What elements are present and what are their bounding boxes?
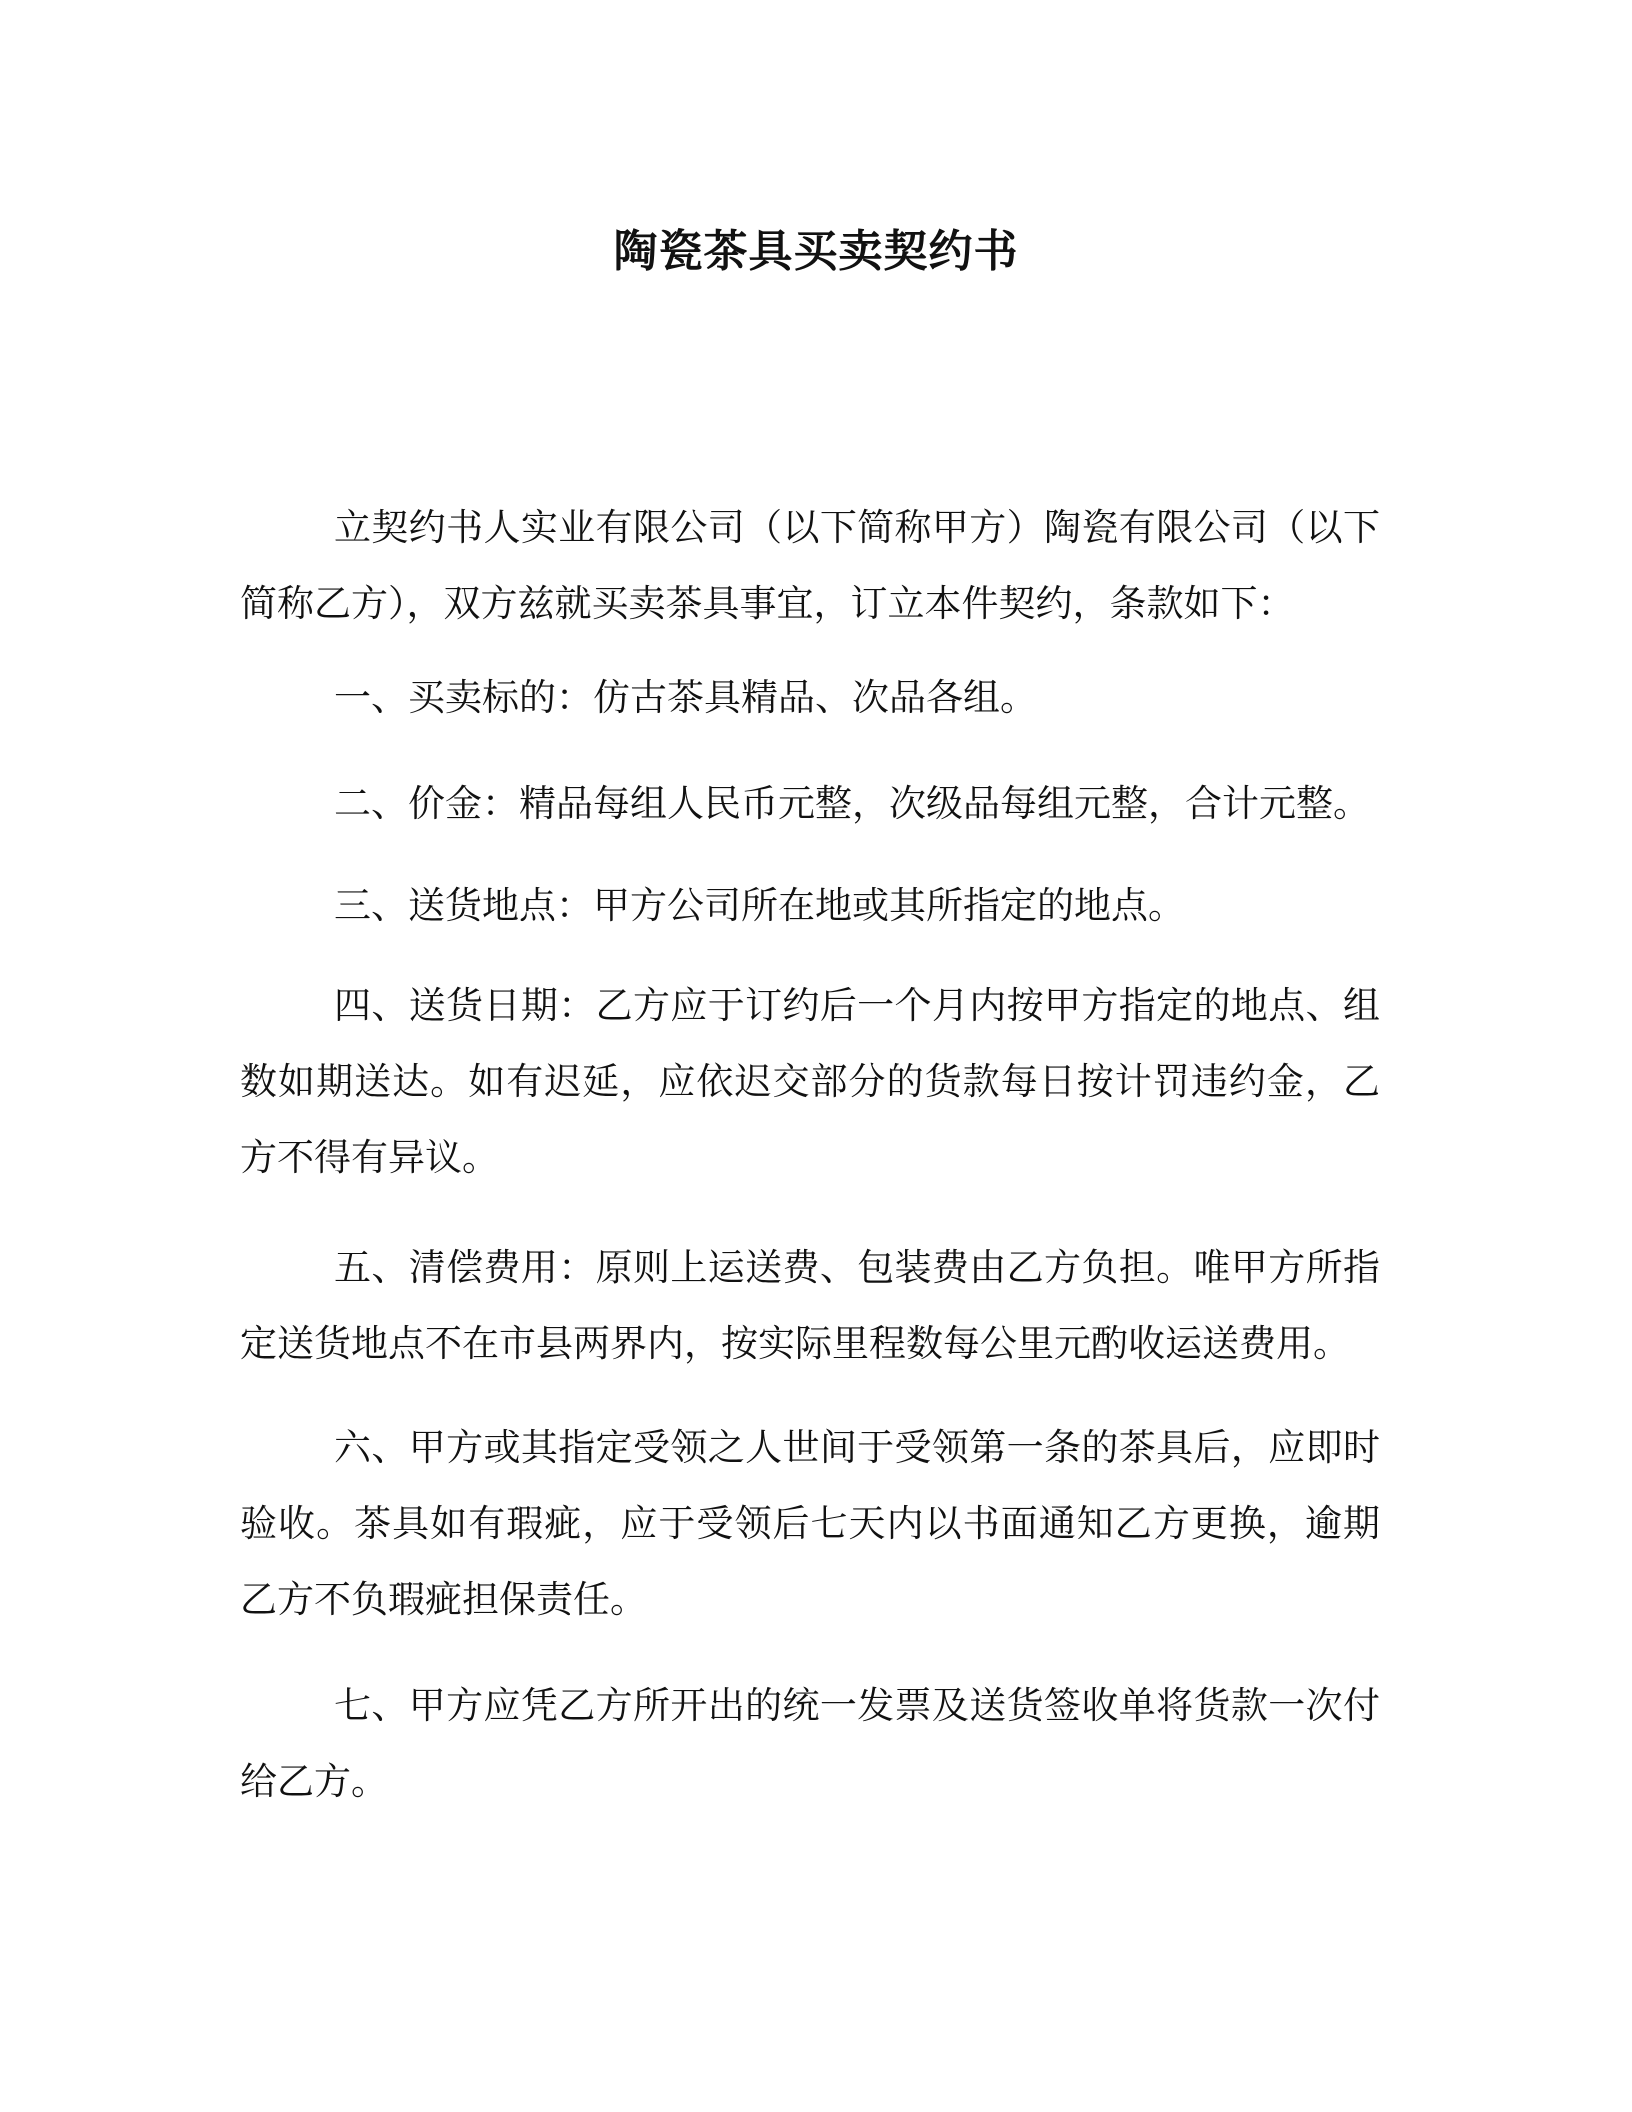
paragraph-clause-7: 七、甲方应凭乙方所开出的统一发票及送货签收单将货款一次付给乙方。 bbox=[240, 1684, 1380, 1803]
paragraph-preamble: 立契约书人实业有限公司（以下简称甲方）陶瓷有限公司（以下简称乙方），双方兹就买卖茶具事宜，订立本件契约，条款如下： bbox=[240, 506, 1380, 625]
paragraph-clause-2: 二、价金：精品每组人民币元整，次级品每组元整，合计元整。 bbox=[334, 782, 1370, 825]
paragraph-clause-6: 六、甲方或其指定受领之人世间于受领第一条的茶具后，应即时验收。茶具如有瑕疵，应于受领后七天内以书面通知乙方更换，逾期乙方不负瑕疵担保责任。 bbox=[240, 1426, 1380, 1621]
paragraph-clause-3: 三、送货地点：甲方公司所在地或其所指定的地点。 bbox=[334, 884, 1185, 927]
document-title: 陶瓷茶具买卖契约书 bbox=[613, 226, 1019, 277]
paragraph-clause-4: 四、送货日期：乙方应于订约后一个月内按甲方指定的地点、组数如期送达。如有迟延，应依迟交部分的货款每日按计罚违约金，乙方不得有异议。 bbox=[240, 984, 1380, 1179]
paragraph-clause-5: 五、清偿费用：原则上运送费、包装费由乙方负担。唯甲方所指定送货地点不在市县两界内，按实际里程数每公里元酌收运送费用。 bbox=[240, 1246, 1380, 1365]
paragraph-clause-1: 一、买卖标的：仿古茶具精品、次品各组。 bbox=[334, 676, 1037, 719]
